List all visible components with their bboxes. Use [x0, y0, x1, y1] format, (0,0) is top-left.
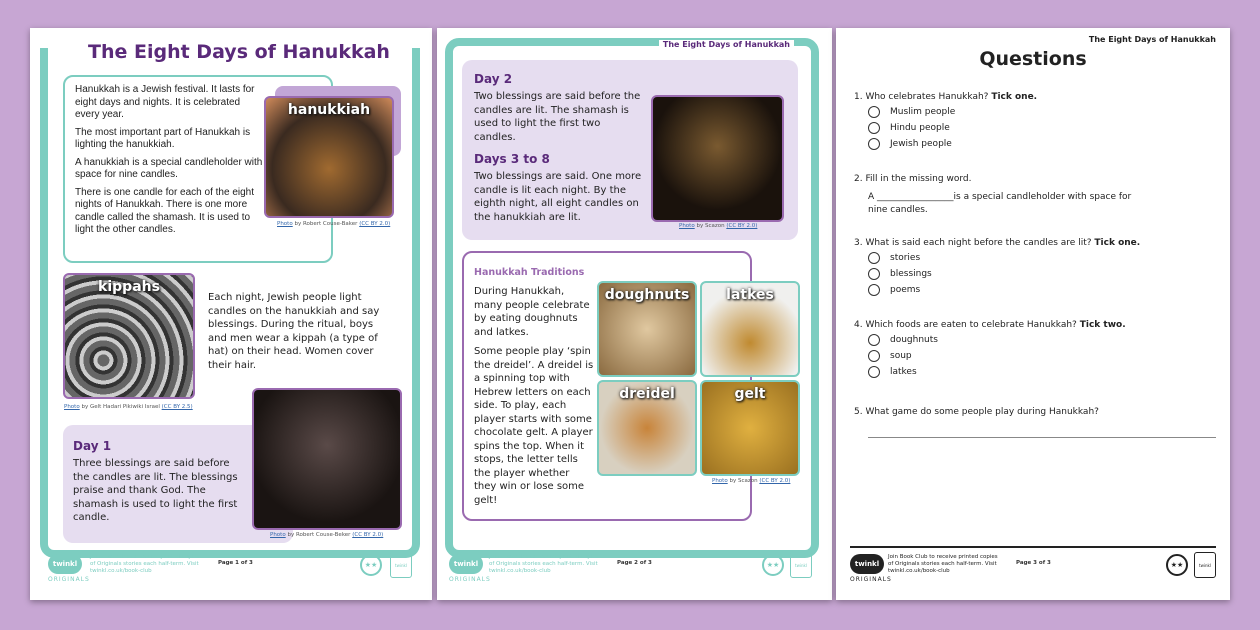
answer-line[interactable]: [868, 437, 1216, 438]
twinkl-logo-sub: ORIGINALS: [48, 576, 90, 583]
traditions-paragraph: During Hanukkah, many people celebrate by eating doughnuts and latkes.: [474, 286, 590, 338]
twinkl-logo: twinkl: [449, 554, 483, 574]
page-1: [30, 28, 432, 600]
question-1: 1. Who celebrates Hanukkah? Tick one. Muslim people Hindu people Jewish people: [854, 92, 1214, 150]
intro-paragraph: The most important part of Hanukkah is lighting the hanukkiah.: [75, 126, 251, 150]
footer: [836, 552, 1230, 592]
day1-text: Three blessings are said before the candles are lit. The blessings praise and thank God. The shamash is used to light the first candle.: [73, 458, 238, 523]
stars-icon: ★★: [762, 554, 784, 576]
latkes-photo: latkes: [700, 281, 800, 377]
days3to8-heading: Days 3 to 8: [474, 152, 550, 166]
page-header: The Eight Days of Hanukkah: [1088, 35, 1216, 44]
question-3: 3. What is said each night before the candles are lit? Tick one. stories blessings poems: [854, 238, 1214, 296]
footer-divider: [850, 546, 1216, 548]
option[interactable]: doughnuts: [868, 334, 1214, 346]
kippah-paragraph: Each night, Jewish people light candles on the hanukkiah and say blessings. During the ritual, boys and men wear a kippah (a type of hat) on their head. Women cover their hair.: [208, 292, 380, 371]
stars-icon: ★★: [1166, 554, 1188, 576]
twinkl-logo: twinkl: [850, 554, 884, 574]
photo-credit: Photo by Robert Couse-Baker (CC BY 2.0): [277, 221, 391, 227]
intro-paragraph: Hanukkah is a Jewish festival. It lasts for eight days and nights. It is celebrated every year.: [75, 84, 255, 120]
gelt-photo: gelt: [700, 380, 800, 476]
page-number: Page 1 of 3: [218, 560, 253, 566]
question-4: 4. Which foods are eaten to celebrate Hanukkah? Tick two. doughnuts soup latkes: [854, 320, 1214, 378]
badge-icon: twinkl: [390, 552, 412, 578]
option[interactable]: Jewish people: [868, 138, 1214, 150]
checkbox-circle[interactable]: [868, 366, 880, 378]
photo-credit: Photo by Scazon (CC BY 2.0): [712, 478, 791, 484]
menorah-photo: [651, 95, 784, 222]
option[interactable]: poems: [868, 284, 1214, 296]
book-club-text: Join Book Club to receive printed copies of Originals stories each half-term. Visit twinkl.co.uk/book-club: [90, 554, 200, 574]
checkbox-circle[interactable]: [868, 106, 880, 118]
intro-paragraph: A hanukkiah is a special candleholder with space for nine candles.: [75, 156, 263, 180]
question-2: 2. Fill in the missing word. A _________________is a special candleholder with space for nine candles.: [854, 174, 1214, 215]
checkbox-circle[interactable]: [868, 350, 880, 362]
page-number: Page 2 of 3: [617, 560, 652, 566]
menorah-photo: [252, 388, 402, 530]
option[interactable]: latkes: [868, 366, 1214, 378]
checkbox-circle[interactable]: [868, 284, 880, 296]
days3to8-text: Two blessings are said. One more candle is lit each night. By the eighth night, all eight candles on the hanukkiah are lit.: [474, 171, 642, 223]
page-3: [836, 28, 1230, 600]
page-header: The Eight Days of Hanukkah: [659, 40, 794, 49]
option[interactable]: soup: [868, 350, 1214, 362]
badge-icon: twinkl: [1194, 552, 1216, 578]
intro-paragraph: There is one candle for each of the eight nights of Hanukkah. There is one more candle called the shamash. It is used to light the other candles.: [75, 186, 255, 235]
checkbox-circle[interactable]: [868, 252, 880, 264]
twinkl-logo: twinkl: [48, 554, 82, 574]
page-2: [437, 28, 832, 600]
kippahs-photo: kippahs: [63, 273, 195, 399]
book-club-text: Join Book Club to receive printed copies of Originals stories each half-term. Visit twinkl.co.uk/book-club: [489, 554, 599, 574]
badge-icon: twinkl: [790, 552, 812, 578]
dreidel-photo: dreidel: [597, 380, 697, 476]
footer: [437, 552, 832, 592]
photo-credit: Photo by Gelt Hadari Pikiwiki Israel (CC BY 2.5): [64, 404, 193, 410]
page-number: Page 3 of 3: [1016, 560, 1051, 566]
option[interactable]: Hindu people: [868, 122, 1214, 134]
day2-heading: Day 2: [474, 72, 513, 86]
option[interactable]: blessings: [868, 268, 1214, 280]
footer: [30, 552, 432, 592]
question-5: 5. What game do some people play during Hanukkah?: [854, 407, 1099, 417]
day2-text: Two blessings are said before the candles are lit. The shamash is used to light the first two candles.: [474, 91, 641, 143]
day1-heading: Day 1: [73, 439, 112, 453]
checkbox-circle[interactable]: [868, 268, 880, 280]
twinkl-logo-sub: ORIGINALS: [449, 576, 491, 583]
stars-icon: ★★: [360, 554, 382, 576]
option[interactable]: Muslim people: [868, 106, 1214, 118]
doughnuts-photo: doughnuts: [597, 281, 697, 377]
traditions-heading: Hanukkah Traditions: [474, 267, 585, 278]
checkbox-circle[interactable]: [868, 138, 880, 150]
questions-title: Questions: [979, 48, 1087, 70]
traditions-paragraph: Some people play ‘spin the dreidel’. A dreidel is a spinning top with Hebrew letters on each side. To play, each player starts with some chocolate gelt. A player spins the top. When it stops, the letter tells the player whether they win or lose some gelt!: [474, 346, 594, 506]
checkbox-circle[interactable]: [868, 334, 880, 346]
book-club-text: Join Book Club to receive printed copies of Originals stories each half-term. Visit twinkl.co.uk/book-club: [888, 554, 998, 574]
checkbox-circle[interactable]: [868, 122, 880, 134]
page-title: The Eight Days of Hanukkah: [88, 41, 390, 63]
hanukkiah-photo: hanukkiah: [264, 96, 394, 218]
twinkl-logo-sub: ORIGINALS: [850, 576, 892, 583]
traditions-text: [474, 285, 594, 513]
fill-in-blank[interactable]: A _________________is a special candleholder with space for: [868, 192, 1132, 202]
photo-credit: Photo by Scazon (CC BY 2.0): [679, 223, 758, 229]
photo-credit: Photo by Robert Couse-Beker (CC BY 2.0): [270, 532, 384, 538]
option[interactable]: stories: [868, 252, 1214, 264]
